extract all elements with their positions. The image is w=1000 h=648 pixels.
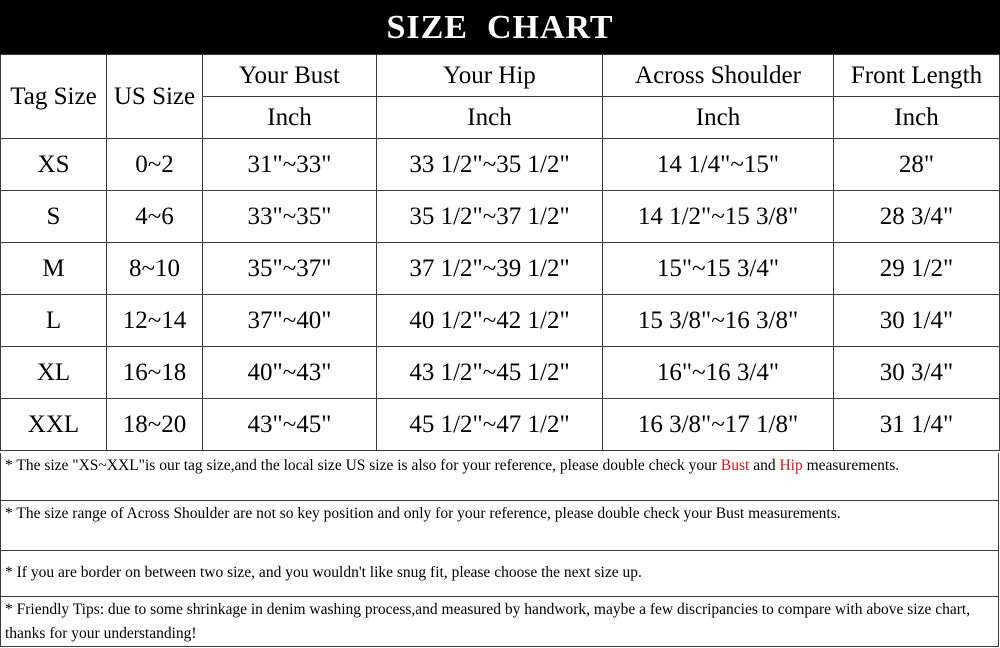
notes-section bbox=[0, 453, 999, 647]
cell-tag: XS bbox=[1, 139, 107, 191]
table-row bbox=[1, 399, 1000, 451]
cell-us: 0~2 bbox=[107, 139, 203, 191]
size-table bbox=[0, 54, 1000, 451]
cell-us: 4~6 bbox=[107, 191, 203, 243]
cell-tag: L bbox=[1, 295, 107, 347]
cell-length: 30 3/4" bbox=[834, 347, 1000, 399]
cell-tag: XL bbox=[1, 347, 107, 399]
note-shoulder: * The size range of Across Shoulder are not so key position and only for your reference, please double check your Bust measurements. bbox=[0, 501, 999, 551]
cell-tag: XXL bbox=[1, 399, 107, 451]
cell-length: 28 3/4" bbox=[834, 191, 1000, 243]
cell-bust: 43"~45" bbox=[203, 399, 377, 451]
cell-us: 12~14 bbox=[107, 295, 203, 347]
cell-hip: 37 1/2"~39 1/2" bbox=[377, 243, 603, 295]
cell-length: 31 1/4" bbox=[834, 399, 1000, 451]
cell-tag: S bbox=[1, 191, 107, 243]
cell-bust: 37"~40" bbox=[203, 295, 377, 347]
cell-hip: 45 1/2"~47 1/2" bbox=[377, 399, 603, 451]
cell-bust: 31"~33" bbox=[203, 139, 377, 191]
cell-hip: 35 1/2"~37 1/2" bbox=[377, 191, 603, 243]
cell-shoulder: 14 1/2"~15 3/8" bbox=[603, 191, 834, 243]
table-row bbox=[1, 295, 1000, 347]
table-row bbox=[1, 139, 1000, 191]
cell-us: 8~10 bbox=[107, 243, 203, 295]
header-row bbox=[1, 55, 1000, 97]
cell-hip: 43 1/2"~45 1/2" bbox=[377, 347, 603, 399]
note-highlight-bust: Bust bbox=[720, 457, 750, 474]
cell-bust: 40"~43" bbox=[203, 347, 377, 399]
chart-title: SIZE CHART bbox=[0, 0, 1000, 54]
unit-shoulder: Inch bbox=[603, 97, 834, 139]
table-row bbox=[1, 243, 1000, 295]
cell-hip: 33 1/2"~35 1/2" bbox=[377, 139, 603, 191]
header-hip: Your Hip bbox=[377, 55, 603, 97]
cell-bust: 35"~37" bbox=[203, 243, 377, 295]
cell-hip: 40 1/2"~42 1/2" bbox=[377, 295, 603, 347]
note-highlight-hip: Hip bbox=[779, 457, 803, 474]
cell-shoulder: 14 1/4"~15" bbox=[603, 139, 834, 191]
header-us-size: US Size bbox=[107, 55, 203, 139]
cell-length: 29 1/2" bbox=[834, 243, 1000, 295]
cell-bust: 33"~35" bbox=[203, 191, 377, 243]
cell-us: 18~20 bbox=[107, 399, 203, 451]
table-row bbox=[1, 191, 1000, 243]
note-friendly-tips: * Friendly Tips: due to some shrinkage in denim washing process,and measured by handwork, maybe a few discripancies to compare with above size chart, thanks for your understanding! bbox=[0, 597, 999, 647]
cell-shoulder: 16 3/8"~17 1/8" bbox=[603, 399, 834, 451]
header-shoulder: Across Shoulder bbox=[603, 55, 834, 97]
cell-us: 16~18 bbox=[107, 347, 203, 399]
unit-front-length: Inch bbox=[834, 97, 1000, 139]
header-tag-size: Tag Size bbox=[1, 55, 107, 139]
note-text: and bbox=[749, 457, 780, 474]
note-tag-size bbox=[0, 453, 999, 501]
cell-shoulder: 15 3/8"~16 3/8" bbox=[603, 295, 834, 347]
unit-bust: Inch bbox=[203, 97, 377, 139]
cell-tag: M bbox=[1, 243, 107, 295]
note-text: * The size "XS~XXL"is our tag size,and the local size US size is also for your reference, please double check your bbox=[5, 457, 721, 474]
cell-shoulder: 16"~16 3/4" bbox=[603, 347, 834, 399]
note-size-up: * If you are border on between two size, and you wouldn't like snug fit, please choose the next size up. bbox=[0, 551, 999, 597]
unit-hip: Inch bbox=[377, 97, 603, 139]
header-bust: Your Bust bbox=[203, 55, 377, 97]
cell-length: 30 1/4" bbox=[834, 295, 1000, 347]
header-front-length: Front Length bbox=[834, 55, 1000, 97]
table-row bbox=[1, 347, 1000, 399]
cell-shoulder: 15"~15 3/4" bbox=[603, 243, 834, 295]
cell-length: 28" bbox=[834, 139, 1000, 191]
note-text: measurements. bbox=[802, 457, 900, 474]
